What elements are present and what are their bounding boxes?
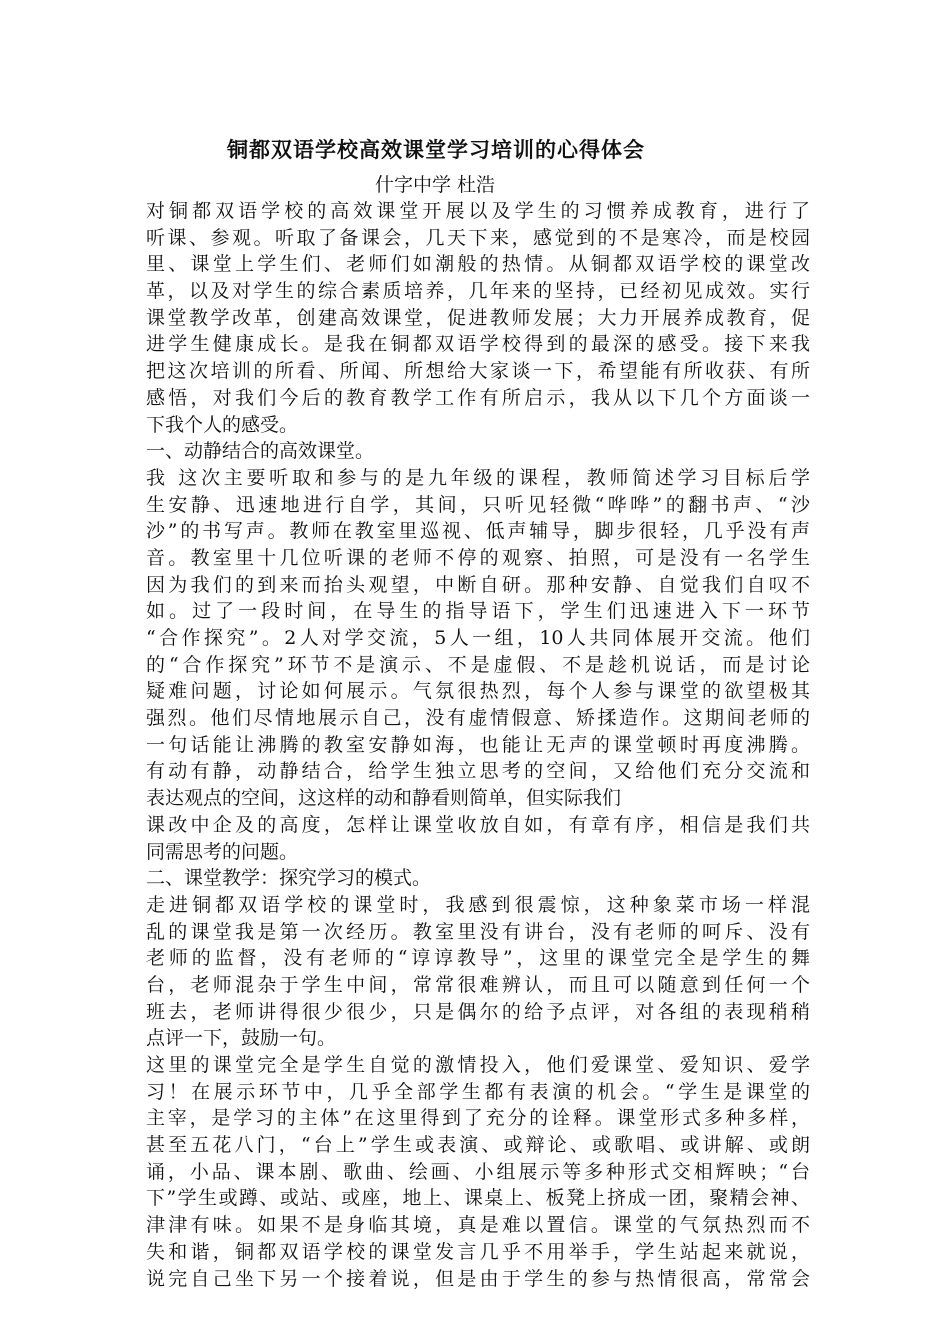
body-line: 点评一下，鼓励一句。 <box>146 1027 337 1050</box>
section-heading-1: 一、动静结合的高效课堂。 <box>146 440 375 463</box>
body-line: 沙”的书写声。教师在教室里巡视、低声辅导，脚步很轻，几乎没有声 <box>146 520 810 543</box>
body-line: 课改中企及的高度，怎样让课堂收放自如，有章有序，相信是我们共 <box>146 813 810 836</box>
body-line: 生安静、迅速地进行自学，其间，只听见轻微“哗哗”的翻书声、“沙 <box>146 493 810 516</box>
body-line: 台，老师混杂于学生中间，常常很难辨认，而且可以随意到任何一个 <box>146 973 810 996</box>
body-line: 把这次培训的所看、所闻、所想给大家谈一下，希望能有所收获、有所 <box>146 360 810 383</box>
body-line: 因为我们的到来而抬头观望，中断自研。那种安静、自觉我们自叹不 <box>146 573 810 596</box>
body-line: 说完自己坐下另一个接着说，但是由于学生的参与热情很高，常常会 <box>146 1267 810 1290</box>
body-line: 如。过了一段时间，在导生的指导语下，学生们迅速进入下一环节 <box>146 600 810 623</box>
body-line: 走进铜都双语学校的课堂时，我感到很震惊，这种象菜市场一样混 <box>146 893 810 916</box>
body-line: 乱的课堂我是第一次经历。教室里没有讲台，没有老师的呵斥、没有 <box>146 920 810 943</box>
body-line: 音。教室里十几位听课的老师不停的观察、拍照，可是没有一名学生 <box>146 546 810 569</box>
body-line: 诵，小品、课本剧、歌曲、绘画、小组展示等多种形式交相辉映；“台 <box>146 1160 810 1183</box>
body-line: 甚至五花八门，“台上”学生或表演、或辩论、或歌唱、或讲解、或朗 <box>146 1134 810 1157</box>
body-line: “合作探究”。2人对学交流，5人一组，10人共同体展开交流。他们 <box>146 627 810 649</box>
body-line: 一句话能让沸腾的教室安静如海，也能让无声的课堂顿时再度沸腾。 <box>146 733 810 756</box>
body-line: 我 这次主要听取和参与的是九年级的课程，教师简述学习目标后学 <box>146 466 810 489</box>
document-author: 什字中学 杜浩 <box>374 174 496 196</box>
body-line: 失和谐，铜都双语学校的课堂发言几乎不用举手，学生站起来就说， <box>146 1240 810 1263</box>
body-line: 主宰，是学习的主体”在这里得到了充分的诠释。课堂形式多种多样， <box>146 1107 810 1130</box>
body-line: 老师的监督，没有老师的“谆谆教导”，这里的课堂完全是学生的舞 <box>146 947 810 970</box>
body-line: 对铜都双语学校的高效课堂开展以及学生的习惯养成教育，进行了 <box>146 200 810 222</box>
body-line: 下”学生或蹲、或站、或座，地上、课桌上、板凳上挤成一团，聚精会神、 <box>146 1187 810 1210</box>
body-line: 下我个人的感受。 <box>146 413 299 436</box>
body-line: 习！在展示环节中，几乎全部学生都有表演的机会。“学生是课堂的 <box>146 1080 810 1103</box>
body-line: 感悟，对我们今后的教育教学工作有所启示，我从以下几个方面谈一 <box>146 386 810 409</box>
body-line: 课堂教学改革，创建高效课堂，促进教师发展；大力开展养成教育，促 <box>146 306 810 329</box>
body-line: 同需思考的问题。 <box>146 840 299 863</box>
body-line: 强烈。他们尽情地展示自己，没有虚情假意、矫揉造作。这期间老师的 <box>146 707 810 730</box>
body-line: 疑难问题，讨论如何展示。气氛很热烈，每个人参与课堂的欲望极其 <box>146 680 810 703</box>
body-line: 的“合作探究”环节不是演示、不是虚假、不是趁机说话，而是讨论 <box>146 653 810 676</box>
body-line: 这里的课堂完全是学生自觉的激情投入，他们爱课堂、爱知识、爱学 <box>146 1054 810 1076</box>
body-line: 津津有味。如果不是身临其境，真是难以置信。课堂的气氛热烈而不 <box>146 1214 810 1237</box>
document-body <box>146 198 810 1292</box>
document-title: 铜都双语学校高效课堂学习培训的心得体会 <box>227 137 645 162</box>
body-line: 有动有静，动静结合，给学生独立思考的空间，又给他们充分交流和 <box>146 760 810 783</box>
body-line: 里、课堂上学生们、老师们如潮般的热情。从铜都双语学校的课堂改 <box>146 253 810 276</box>
body-line: 进学生健康成长。是我在铜都双语学校得到的最深的感受。接下来我 <box>146 333 810 356</box>
section-heading-2: 二、课堂教学：探究学习的模式。 <box>146 867 432 890</box>
body-line: 班去，老师讲得很少很少，只是偶尔的给予点评，对各组的表现稍稍 <box>146 1000 810 1023</box>
body-line: 革，以及对学生的综合素质培养，几年来的坚持，已经初见成效。实行 <box>146 280 810 303</box>
body-line: 表达观点的空间，这这样的动和静看则简单，但实际我们 <box>146 787 622 810</box>
body-line: 听课、参观。听取了备课会，几天下来，感觉到的不是寒冷，而是校园 <box>146 226 810 249</box>
